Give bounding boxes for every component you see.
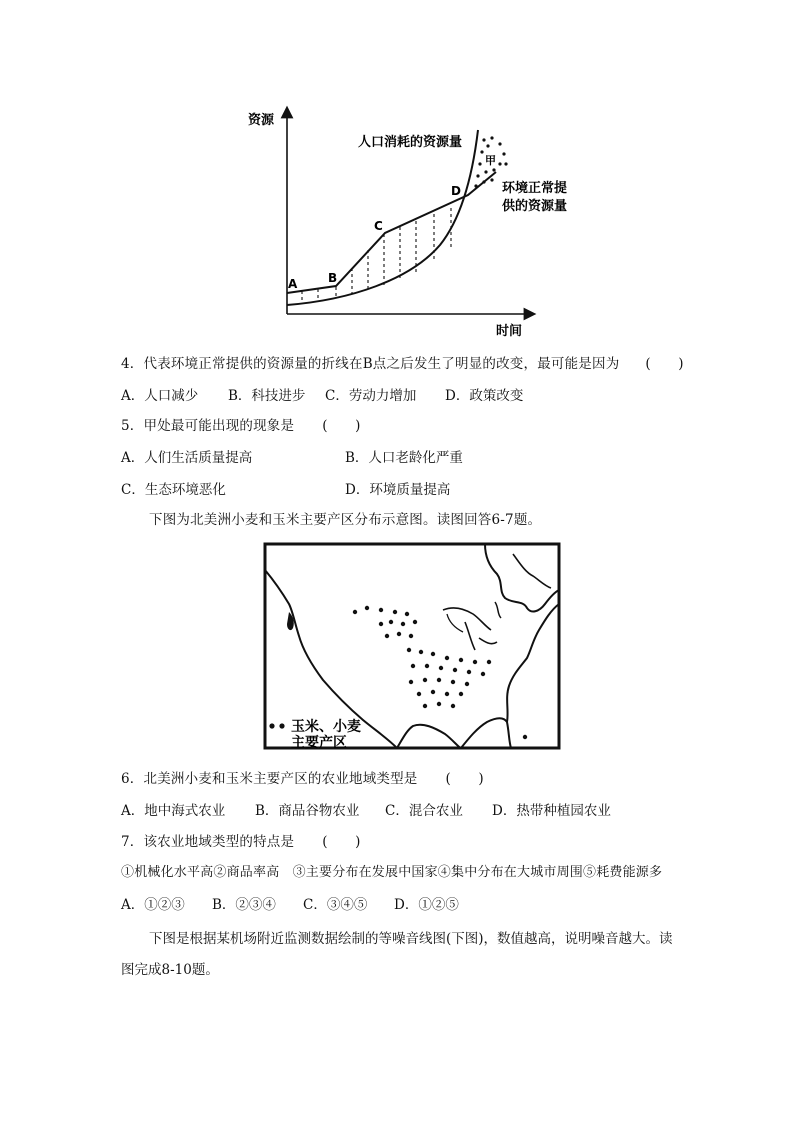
q6-option-d: D．热带种植园农业 xyxy=(492,803,611,819)
q4-answer-paren: ( ) xyxy=(645,356,684,372)
q5-option-a: A．人们生活质量提高 xyxy=(121,450,253,466)
consumption-curve xyxy=(287,130,478,305)
q6-option-c: C．混合农业 xyxy=(385,803,463,819)
x-axis-label: 时间 xyxy=(496,324,523,339)
q7-option-c: C．③④⑤ xyxy=(303,897,368,913)
point-c-label: C xyxy=(374,219,383,233)
y-axis-label: 资源 xyxy=(248,113,275,128)
q5-option-c: C．生态环境恶化 xyxy=(121,482,226,498)
q4-option-c: C．劳动力增加 xyxy=(325,388,417,404)
q5-answer-paren: ( ) xyxy=(322,418,361,434)
legend-dot-1 xyxy=(269,723,274,728)
env-label-line1: 环境正常提 xyxy=(502,181,568,196)
q5-option-d: D．环境质量提高 xyxy=(345,482,451,498)
consumption-label: 人口消耗的资源量 xyxy=(358,135,463,150)
legend-dot-2 xyxy=(279,723,284,728)
q7-option-a: A．①②③ xyxy=(121,897,185,913)
q4-stem: 4．代表环境正常提供的资源量的折线在B点之后发生了明显的改变，最可能是因为 ( ) xyxy=(121,356,684,372)
q7-answer-paren: ( ) xyxy=(322,834,361,850)
q7-features: ①机械化水平高②商品率高 ③主要分布在发展中国家④集中分布在大城市周围⑤耗费能源多 xyxy=(121,865,663,880)
q6-stem: 6．北美洲小麦和玉米主要产区的农业地域类型是 ( ) xyxy=(121,771,484,787)
q7-option-d: D．①②⑤ xyxy=(394,897,459,913)
q6-option-b: B．商品谷物农业 xyxy=(255,803,360,819)
q4-option-a: A．人口减少 xyxy=(121,388,199,404)
point-d-label: D xyxy=(451,184,461,198)
q7-stem: 7．该农业地域类型的特点是 ( ) xyxy=(121,834,361,850)
north-america-map xyxy=(263,542,561,750)
point-a-label: A xyxy=(288,277,298,291)
q4-option-b: B．科技进步 xyxy=(228,388,306,404)
resource-chart xyxy=(240,100,600,340)
q4-option-d: D．政策改变 xyxy=(445,388,524,404)
legend-label-line2: 主要产区 xyxy=(291,735,347,750)
q6-option-a: A．地中海式农业 xyxy=(121,803,226,819)
legend-label-line1: 玉米、小麦 xyxy=(291,719,361,735)
intro-8-10: 下图是根据某机场附近监测数据绘制的等噪音线图(下图)，数值越高，说明噪音越大。读图完成8-10题。 xyxy=(121,931,673,978)
point-b-label: B xyxy=(328,271,338,285)
q5-option-b: B．人口老龄化严重 xyxy=(345,450,463,466)
area-jia-label: 甲 xyxy=(485,154,496,167)
environment-supply-line xyxy=(287,172,496,293)
intro-6-7: 下图为北美洲小麦和玉米主要产区分布示意图。读图回答6-7题。 xyxy=(149,512,542,528)
q6-answer-paren: ( ) xyxy=(445,771,484,787)
q5-stem: 5．甲处最可能出现的现象是 ( ) xyxy=(121,418,361,434)
q7-option-b: B．②③④ xyxy=(212,897,276,913)
env-label-line2: 供的资源量 xyxy=(502,199,568,214)
